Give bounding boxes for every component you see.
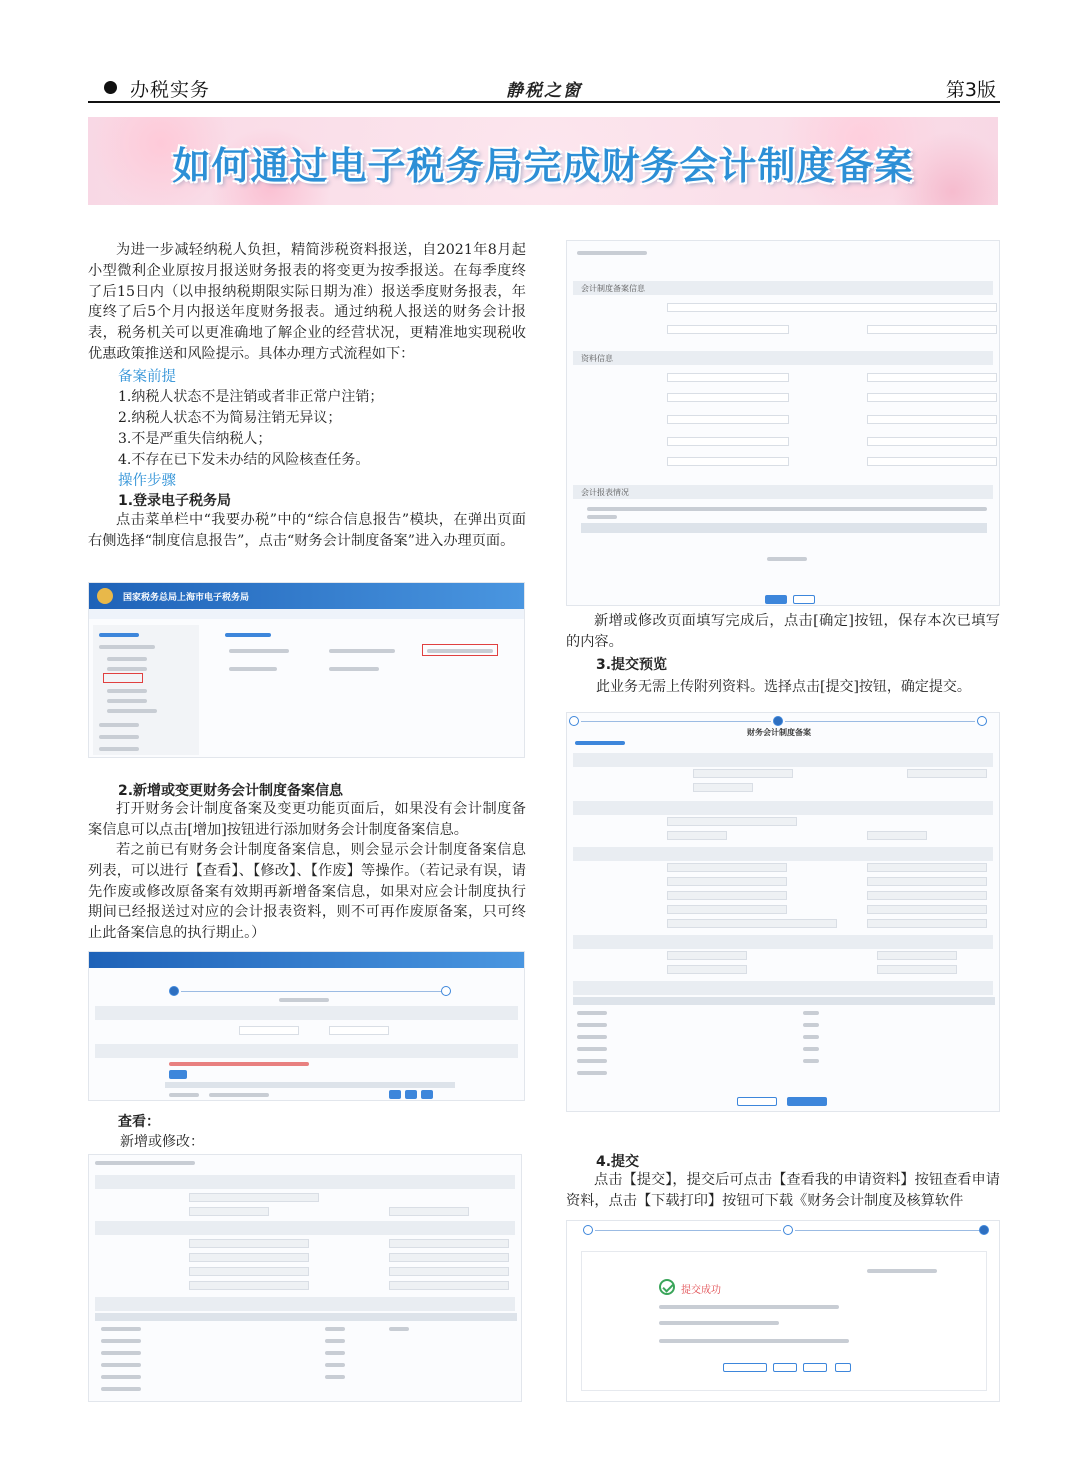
step2-body2: 若之前已有财务会计制度备案信息，则会显示会计制度备案信息列表，可以进行【查看】、【修改】、【作废】等操作。（若记录有误，请先作废或修改原备案有效期再新增备案信息，如果对应会计制度执行期间已经报送过对应的会计报表资料，则不可再作废原备案，只可终止此备案信息的执行期止。） (88, 842, 526, 942)
step4-body: 点击【提交】，提交后可点击【查看我的申请资料】按钮查看申请资料，点击【下载打印】按钮可下载《财务会计制度及核算软件 (566, 1172, 1000, 1209)
preview-screenshot (566, 712, 1000, 1112)
article-title: 如何通过电子税务局完成财务会计制度备案 (172, 144, 914, 188)
success-check-icon (659, 1279, 675, 1295)
portal-header (89, 583, 524, 609)
step3-title: 3.提交预览 (596, 657, 668, 673)
end-date-field[interactable] (867, 325, 997, 334)
success-text: 提交成功 (681, 1285, 721, 1296)
confirm-button[interactable] (765, 595, 787, 604)
view-my-application-button[interactable] (723, 1363, 767, 1372)
section-name: 办税实务 (130, 79, 211, 101)
step2-title: 2.新增或变更财务会计制度备案信息 (118, 783, 344, 799)
prereq-item: 2.纳税人状态不为简易注销无异议； (118, 410, 342, 426)
prereq-item: 3.不是严重失信纳税人； (118, 431, 272, 447)
step2-body1: 打开财务会计制度备案及变更功能页面后，如果没有会计制度备案信息可以点击[增加]按钮进行添加财务会计制度备案信息。 (88, 801, 526, 838)
highlight-box (103, 673, 143, 683)
page-number: 第3版 (945, 79, 996, 101)
portal-screenshot (88, 582, 525, 758)
tax-emblem-icon (97, 588, 113, 604)
submit-button[interactable] (787, 1097, 827, 1106)
download-print-button[interactable] (803, 1363, 827, 1372)
prereq-item: 1.纳税人状态不是注销或者非正常户注销； (118, 389, 384, 405)
form-section-label: 会计报表情况 (581, 488, 629, 497)
step1-title: 1.登录电子税务局 (118, 493, 232, 509)
after-form-text: 新增或修改页面填写完成后，点击[确定]按钮，保存本次已填写的内容。 (566, 613, 1000, 650)
header-rule (88, 101, 1000, 103)
title-banner (88, 117, 998, 205)
list-screenshot (88, 951, 525, 1101)
preview-title: 财务会计制度备案 (747, 728, 811, 737)
masthead: 静税之窗 (506, 81, 582, 101)
steps-heading: 操作步骤 (118, 473, 176, 489)
previous-button[interactable] (737, 1097, 777, 1106)
prereq-item: 4.不存在已下发未办结的风险核查任务。 (118, 452, 370, 468)
prereq-heading: 备案前提 (118, 369, 176, 385)
intro-paragraph: 为进一步减轻纳税人负担，精简涉税资料报送，自2021年8月起小型微利企业原按月报送财务报表的将变更为按季报送。在每季度终了后15日内（以申报纳税期限实际日期为准）报送季度财务报表，年度终了后5个月内报送年度财务报表。通过纳税人报送的财务会计报表，税务机关可以更准确地了解企业的经营状况，更精准地实现税收优惠政策推送和风险提示。具体办理方式流程如下： (88, 242, 526, 362)
system-field[interactable] (667, 303, 997, 312)
start-date-field[interactable] (667, 325, 789, 334)
close-button[interactable] (793, 595, 815, 604)
success-screenshot (566, 1220, 1000, 1402)
view-label: 查看： (118, 1114, 160, 1130)
form-section-label: 会计制度备案信息 (581, 284, 645, 293)
edit-form-screenshot (88, 1154, 522, 1402)
step4-title: 4.提交 (596, 1154, 640, 1170)
form-section-label: 资料信息 (581, 354, 613, 363)
new-form-screenshot (566, 240, 1000, 606)
portal-title: 国家税务总局上海市电子税务局 (123, 593, 250, 603)
step3-body: 此业务无需上传附列资料。选择点击[提交]按钮，确定提交。 (596, 679, 971, 695)
step1-body: 点击菜单栏中“我要办税”中的“综合信息报告”模块，在弹出页面右侧选择“制度信息报告”，点击“财务会计制度备案”进入办理页面。 (88, 512, 526, 549)
page-header (88, 72, 1000, 102)
edit-label: 新增或修改： (120, 1134, 204, 1150)
